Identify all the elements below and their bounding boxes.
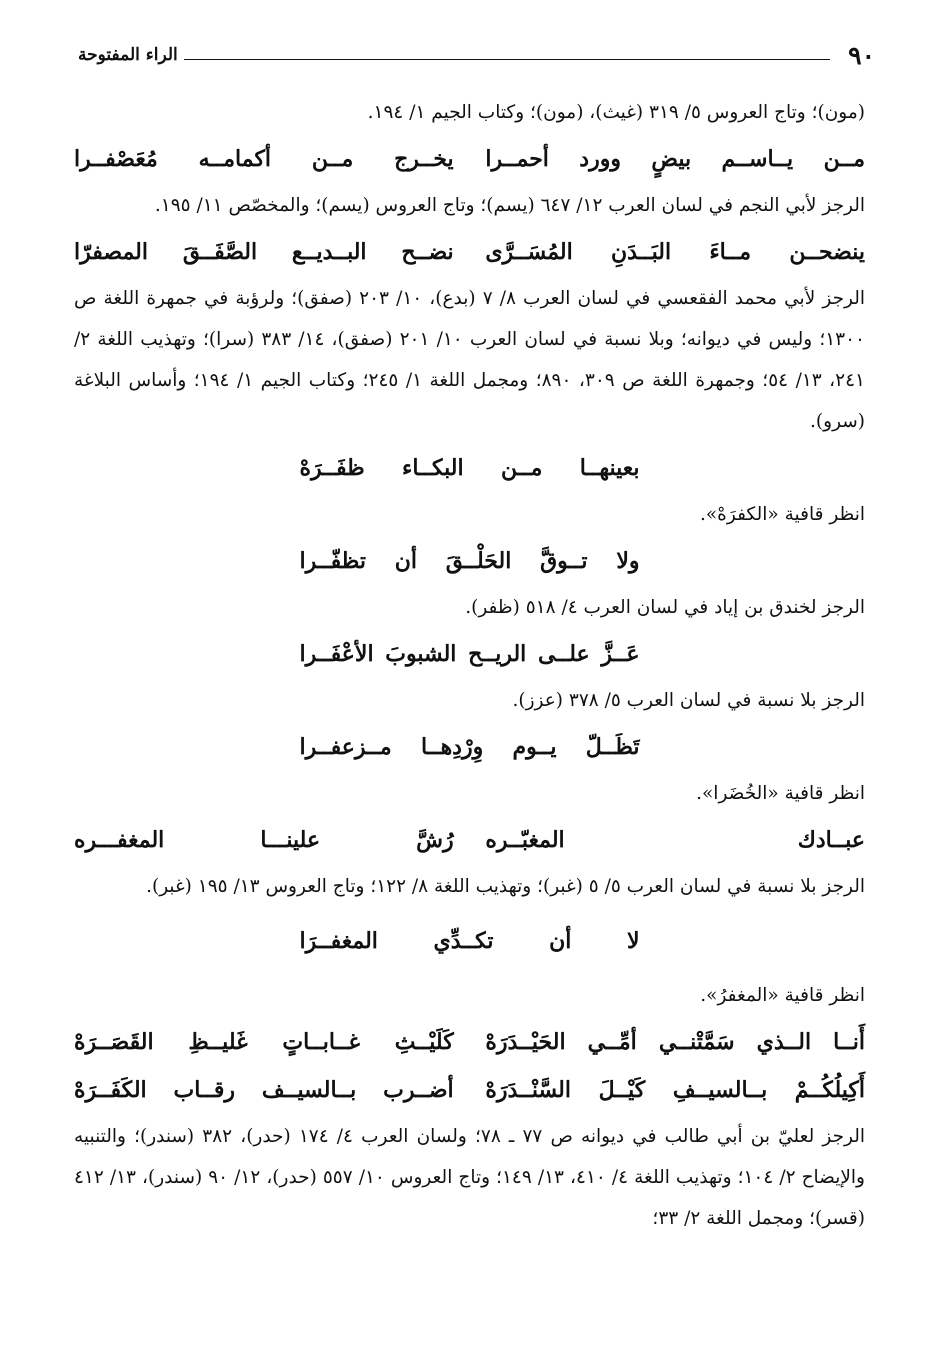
verse-couplet	[74, 1020, 865, 1064]
citation-paragraph: الرجز لأبي محمد الفقعسي في لسان العرب ٨/ ٧ (بدع)، ١٠/ ٢٠٣ (صفق)؛ ولرؤبة في جمهرة اللغة ص ١٣٠٠؛ وليس في ديوانه؛ وبلا نسبة في لسان العرب ١٠/ ٢٠١ (صفق)، ١٤/ ٣٨٣ (سرا)؛ وتهذيب اللغة ٢/ ٢٤١، ١٣/ ٥٤؛ وجمهرة اللغة ص ٣٠٩، ٨٩٠؛ ومجمل اللغة ١/ ٢٤٥؛ وكتاب الجيم ١/ ١٩٤؛ وأساس البلاغة (سرو).	[74, 288, 865, 432]
verse-text: تَظَــلّ يــوم وِرْدِهــا مــزعفــرا	[299, 734, 640, 760]
page-header	[78, 38, 875, 72]
citation-line: الرجز بلا نسبة في لسان العرب ٥/ ٣٧٨ (عزز).	[512, 690, 865, 711]
citation-line: الرجز لخندق بن إياد في لسان العرب ٤/ ٥١٨ (ظفر).	[465, 597, 865, 618]
spacer	[74, 967, 865, 975]
citation-paragraph: (مون)؛ وتاج العروس ٥/ ٣١٩ (غيث)، (مون)؛ وكتاب الجيم ١/ ١٩٤.	[367, 102, 865, 123]
spacer	[74, 907, 865, 915]
verse-text: عَــزَّ علــى الريــح الشبوبَ الأعْفَــرا	[299, 641, 640, 667]
verse-text: لا أن تكــدِّي المغفــرَا	[299, 928, 640, 954]
verse-line	[74, 919, 865, 963]
verse-second-hemistich: نضــح البــديــع الصَّفَــقَ المصفرّا	[74, 239, 454, 265]
citation-paragraph: الرجز لأبي النجم في لسان العرب ١٢/ ٦٤٧ (يسم)؛ وتاج العروس (يسم)؛ والمخصّص ١١/ ١٩٥.	[154, 195, 865, 216]
verse-second-hemistich: كَلَيْــثِ غــابــاتٍ غَليــظِ القَصَــرَهْ	[74, 1029, 454, 1055]
header-rule	[184, 59, 830, 60]
verse-couplet	[74, 137, 865, 181]
page-number: ٩٠	[848, 40, 875, 70]
verse-first-hemistich: مــن يــاســم بيضٍ وورد أحمــرا	[485, 146, 865, 172]
verse-couplet	[74, 818, 865, 862]
verse-couplet	[74, 230, 865, 274]
verse-first-hemistich: أَكِيلُكُــمْ بــالسيــفِ كَيْــلَ السَّنْــدَرَهْ	[485, 1077, 865, 1103]
verse-line	[74, 446, 865, 490]
cross-reference: انظر قافية «المغفرُ».	[700, 985, 865, 1006]
verse-second-hemistich: يخــرج مــن أكمامــه مُعَصْفــرا	[74, 146, 454, 172]
verse-couplet	[74, 1068, 865, 1112]
verse-second-hemistich: أضــرب بــالسيــف رقــاب الكَفَــرَهْ	[74, 1077, 454, 1103]
verse-text: بعينهــا مــن البكــاء ظفَــرَهْ	[299, 455, 640, 481]
verse-first-hemistich: ينضحــن مــاءَ البَــدَنِ المُسَــرَّى	[485, 239, 865, 265]
verse-text: ولا تــوقَّ الحَلْــقَ أن تظفّــرا	[299, 548, 640, 574]
verse-first-hemistich: أَنــا الــذي سَمَّتْنــي أمِّــي الحَيْــدَرَهْ	[485, 1029, 865, 1055]
verse-line	[74, 632, 865, 676]
citation-paragraph: الرجز بلا نسبة في لسان العرب ٥/ ٥ (غبر)؛ وتهذيب اللغة ٨/ ١٢٢؛ وتاج العروس ١٣/ ١٩٥ (غبر).	[146, 876, 865, 897]
cross-reference: انظر قافية «الخُضَرا».	[696, 783, 865, 804]
verse-line	[74, 539, 865, 583]
chapter-title: الراء المفتوحة	[78, 45, 178, 65]
verse-first-hemistich: عبــادك المغبّــره	[485, 827, 865, 853]
citation-paragraph: الرجز لعليّ بن أبي طالب في ديوانه ص ٧٧ ـ ٧٨؛ ولسان العرب ٤/ ١٧٤ (حدر)، ٣٨٢ (سندر)؛ والتنبيه والإيضاح ٢/ ١٠٤؛ وتهذيب اللغة ٤/ ٤١٠، ١٣/ ١٤٩؛ وتاج العروس ١٠/ ٥٥٧ (حدر)، ١٢/ ٩٠ (سندر)، ١٣/ ٤١٢ (قسر)؛ ومجمل اللغة ٢/ ٣٣؛	[74, 1126, 866, 1229]
verse-line	[74, 725, 865, 769]
verse-second-hemistich: رُشَّ علينـــا المغفـــره	[74, 827, 454, 853]
cross-reference: انظر قافية «الكفرَهْ».	[699, 504, 865, 525]
page-body	[74, 92, 865, 1239]
